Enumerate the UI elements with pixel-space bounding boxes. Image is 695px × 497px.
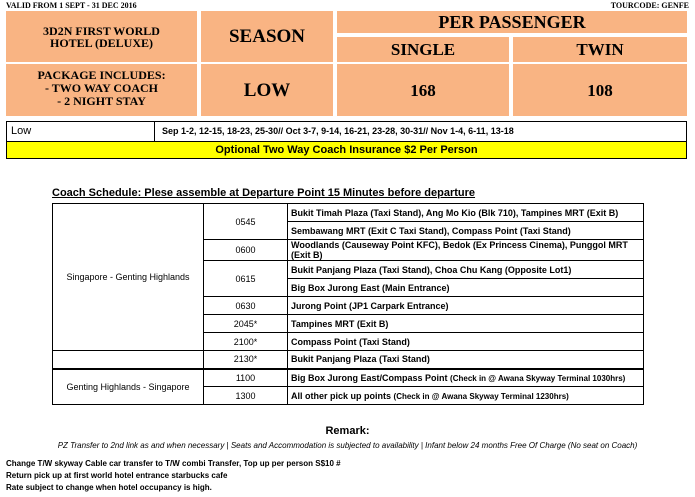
stop-name: All other pick up points bbox=[291, 390, 392, 401]
time-cell: 2130* bbox=[204, 351, 288, 369]
single-header-cell bbox=[337, 37, 511, 62]
single-header: SINGLE bbox=[390, 40, 456, 59]
time-cell: 1100 bbox=[204, 369, 288, 387]
time-cell: 0545 bbox=[204, 204, 288, 240]
stop-cell: Big Box Jurong East (Main Entrance) bbox=[288, 279, 644, 297]
stop-cell: Jurong Point (JP1 Carpark Entrance) bbox=[288, 297, 644, 315]
route-outbound-tail bbox=[53, 351, 204, 369]
time-cell: 2100* bbox=[204, 333, 288, 351]
stop-cell bbox=[288, 369, 644, 387]
note-line: Return pick up at first world hotel entrance starbucks cafe bbox=[6, 471, 228, 480]
hotel-name-cell bbox=[6, 11, 199, 62]
twin-price: 108 bbox=[587, 80, 613, 100]
per-passenger-cell bbox=[337, 11, 687, 35]
stop-cell: Woodlands (Causeway Point KFC), Bedok (Ex Princess Cinema), Punggol MRT (Exit B) bbox=[288, 240, 644, 261]
season-header: SEASON bbox=[228, 26, 306, 47]
per-passenger-header: PER PASSENGER bbox=[438, 12, 586, 32]
insurance-banner: Optional Two Way Coach Insurance $2 Per Person bbox=[6, 142, 687, 159]
stop-cell: Compass Point (Taxi Stand) bbox=[288, 333, 644, 351]
stop-cell: Bukit Panjang Plaza (Taxi Stand), Choa Chu Kang (Opposite Lot1) bbox=[288, 261, 644, 279]
time-cell: 0615 bbox=[204, 261, 288, 297]
time-cell: 0630 bbox=[204, 297, 288, 315]
stop-cell: Sembawang MRT (Exit C Taxi Stand), Compass Point (Taxi Stand) bbox=[288, 222, 644, 240]
season-row-divider bbox=[154, 122, 155, 141]
route-outbound: Singapore - Genting Highlands bbox=[53, 204, 204, 351]
package-title: PACKAGE INCLUDES: bbox=[37, 68, 166, 82]
twin-header-cell bbox=[513, 37, 687, 62]
time-cell: 0600 bbox=[204, 240, 288, 261]
stop-name: Big Box Jurong East/Compass Point bbox=[291, 372, 448, 383]
single-price: 168 bbox=[410, 80, 436, 100]
checkin-note: (Check in @ Awana Skyway Terminal 1230hrs) bbox=[393, 391, 569, 401]
season-value-cell bbox=[201, 64, 335, 116]
hotel-name: 3D2N FIRST WORLD HOTEL (DELUXE) bbox=[43, 23, 160, 50]
remark-title: Remark: bbox=[325, 425, 370, 437]
route-inbound: Genting Highlands - Singapore bbox=[53, 369, 204, 405]
checkin-note: (Check in @ Awana Skyway Terminal 1030hrs) bbox=[450, 373, 626, 383]
package-cell bbox=[6, 64, 199, 116]
schedule-title: Coach Schedule: Plese assemble at Departure Point 15 Minutes before departure bbox=[52, 187, 476, 199]
note-line: Change T/W skyway Cable car transfer to T/W combi Transfer, Top up per person S$10 # bbox=[6, 459, 341, 468]
notes-block bbox=[6, 458, 341, 494]
table-row bbox=[53, 204, 644, 222]
note-line: Rate subject to change when hotel occupancy is high. bbox=[6, 483, 212, 492]
stop-cell: Bukit Panjang Plaza (Taxi Stand) bbox=[288, 351, 644, 369]
validity-text: VALID FROM 1 SEPT - 31 DEC 2016 bbox=[6, 1, 137, 10]
table-row bbox=[53, 369, 644, 387]
twin-price-cell bbox=[513, 64, 687, 116]
top-bar bbox=[0, 0, 695, 10]
time-cell: 2045* bbox=[204, 315, 288, 333]
single-price-cell bbox=[337, 64, 511, 116]
twin-header: TWIN bbox=[576, 40, 624, 59]
time-cell: 1300 bbox=[204, 387, 288, 405]
table-row bbox=[53, 351, 644, 369]
stop-cell: Tampines MRT (Exit B) bbox=[288, 315, 644, 333]
stop-cell: Bukit Timah Plaza (Taxi Stand), Ang Mo Kio (Blk 710), Tampines MRT (Exit B) bbox=[288, 204, 644, 222]
season-dates-row bbox=[6, 121, 687, 142]
stop-cell bbox=[288, 387, 644, 405]
package-item-coach: - TWO WAY COACH bbox=[44, 81, 159, 95]
season-row-dates: Sep 1-2, 12-15, 18-23, 25-30// Oct 3-7, 9-14, 16-21, 23-28, 30-31// Nov 1-4, 6-11, 13-18 bbox=[162, 126, 514, 136]
tourcode-text: TOURCODE: GENFE bbox=[610, 1, 689, 10]
season-value: LOW bbox=[243, 79, 291, 101]
season-header-cell bbox=[201, 11, 335, 62]
remark-text: PZ Transfer to 2nd link as and when necessary | Seats and Accommodation is subjected to availability | Infant below 24 months Free Of Charge (No seat on Coach) bbox=[57, 441, 638, 450]
package-item-stay: - 2 NIGHT STAY bbox=[57, 94, 146, 108]
coach-schedule-table bbox=[52, 203, 644, 405]
season-row-label: Low bbox=[11, 125, 32, 137]
